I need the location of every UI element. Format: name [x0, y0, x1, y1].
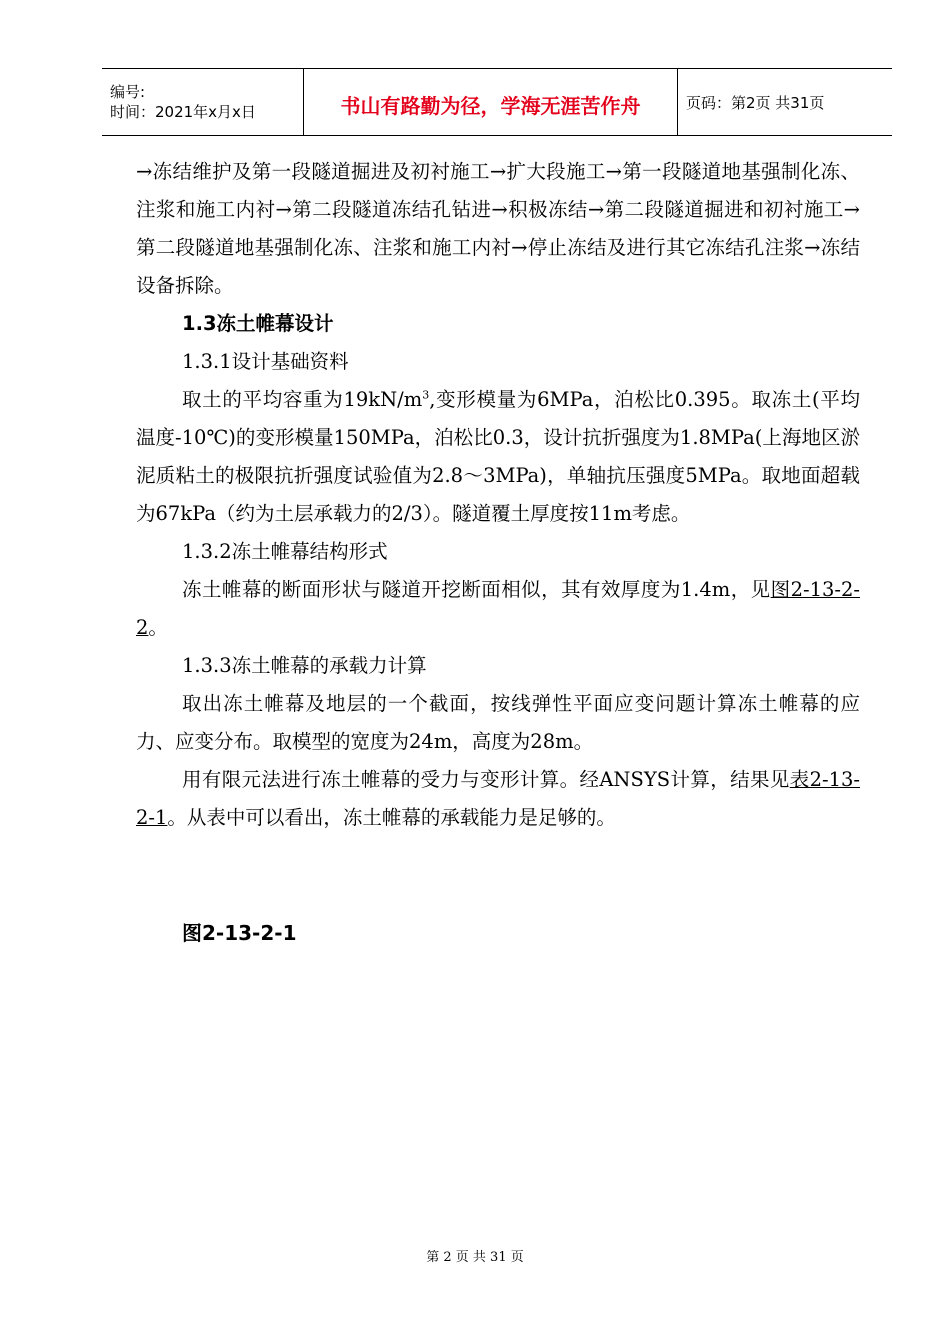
paragraph-design-data — [136, 381, 860, 533]
figure-reference-link[interactable]: 图2-13-2-2 — [136, 578, 860, 639]
subsection-heading-1-3-1: 1.3.1设计基础资料 — [182, 350, 349, 373]
header-table — [102, 68, 892, 136]
structure-form-text-b: 。 — [148, 616, 168, 639]
header-motto: 书山有路勤为径，学海无涯苦作舟 — [340, 93, 641, 118]
table-reference-link[interactable]: 表2-13-2-1 — [136, 768, 860, 829]
header-page-label: 页码：第2页 共31页 — [686, 93, 825, 112]
fem-text-b: 。从表中可以看出，冻土帷幕的承载能力是足够的。 — [167, 806, 616, 829]
superscript-cubed: 3 — [422, 388, 430, 402]
fem-text-a: 用有限元法进行冻土帷幕的受力与变形计算。经ANSYS计算，结果见 — [182, 768, 790, 791]
section-heading-1-3: 1.3冻土帷幕设计 — [182, 312, 334, 335]
paragraph-structure-form — [136, 571, 860, 647]
header-page-cell — [678, 69, 892, 135]
design-data-text-b: ,变形模量为6MPa，泊松比0.395。取冻土(平均温度-10℃)的变形模量150MPa，泊松比0.3，设计抗折强度为1.8MPa(上海地区淤泥质粘土的极限抗折强度试验值为2.8～3MPa)，单轴抗压强度5MPa。取地面超载为67kPa（约为土层承载力的2/3）。隧道覆土厚度按11m考虑。 — [136, 388, 860, 525]
paragraph-capacity-model: 取出冻土帷幕及地层的一个截面，按线弹性平面应变问题计算冻土帷幕的应力、应变分布。取模型的宽度为24m，高度为28m。 — [136, 692, 860, 753]
paragraph-construction-sequence: →冻结维护及第一段隧道掘进及初衬施工→扩大段施工→第一段隧道地基强制化冻、注浆和施工内衬→第二段隧道冻结孔钻进→积极冻结→第二段隧道掘进和初衬施工→第二段隧道地基强制化冻、注浆和施工内衬→停止冻结及进行其它冻结孔注浆→冻结设备拆除。 — [136, 160, 860, 297]
document-body — [136, 153, 860, 837]
document-number-label: 编号: — [110, 83, 146, 101]
header-motto-cell — [304, 69, 678, 135]
paragraph-fem-analysis — [136, 761, 860, 837]
structure-form-text-a: 冻土帷幕的断面形状与隧道开挖断面相似，其有效厚度为1.4m，见 — [182, 578, 771, 601]
figure-caption: 图2-13-2-1 — [182, 921, 297, 945]
header-meta-cell — [102, 69, 304, 135]
page-footer: 第 2 页 共 31 页 — [426, 1250, 524, 1265]
document-time-label: 时间：2021年x月x日 — [110, 103, 256, 121]
subsection-heading-1-3-3: 1.3.3冻土帷幕的承载力计算 — [182, 654, 427, 677]
subsection-heading-1-3-2: 1.3.2冻土帷幕结构形式 — [182, 540, 388, 563]
design-data-text-a: 取土的平均容重为19kN/m — [182, 388, 423, 411]
